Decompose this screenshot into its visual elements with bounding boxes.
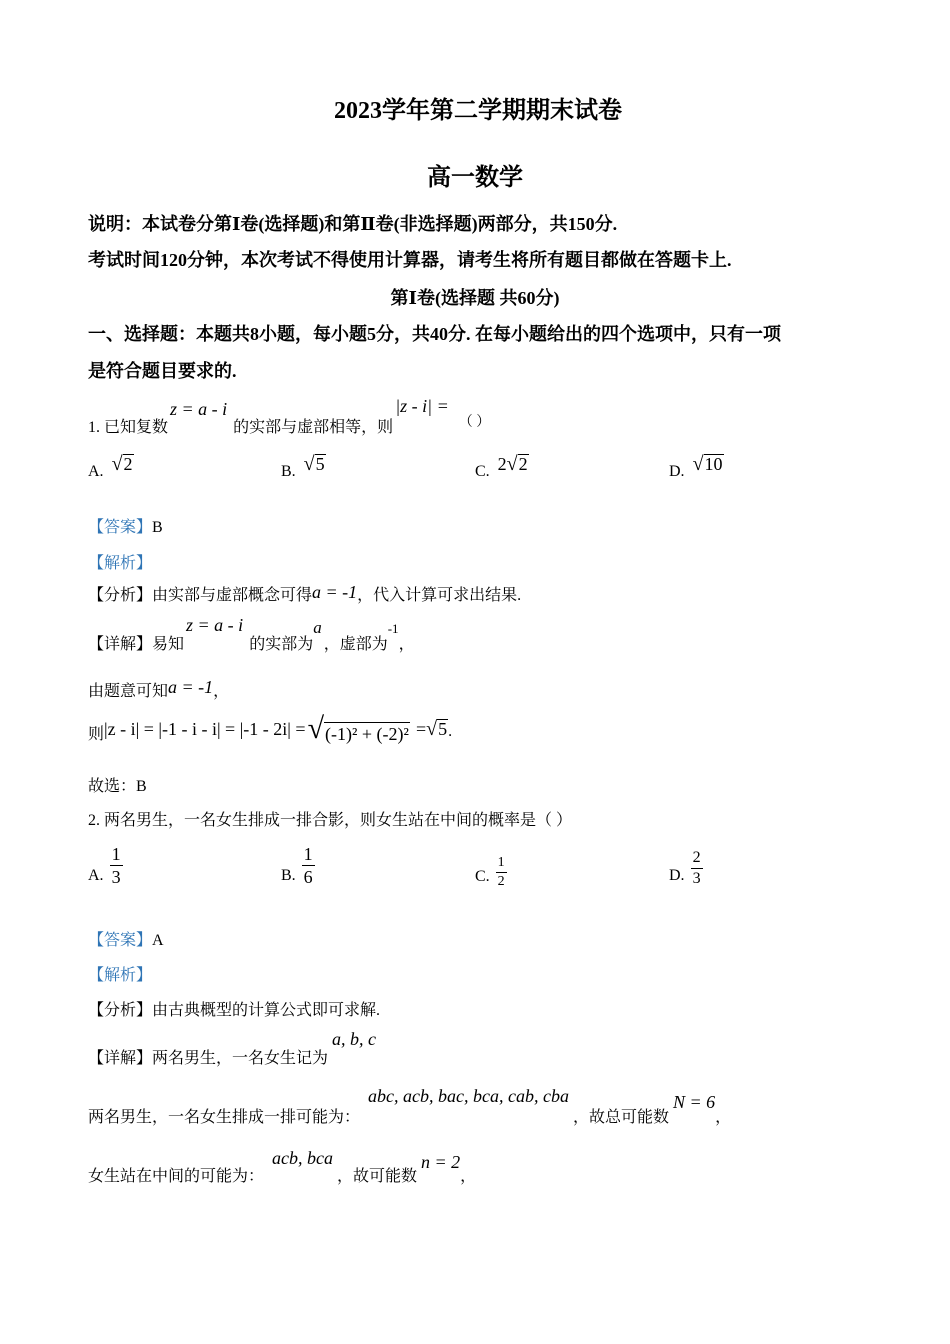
q2-option-a[interactable] [88,842,123,888]
q2-option-d-label: D. [669,867,685,884]
q1-option-a-radicand: 2 [123,454,133,475]
q2-line3-expr: acb, bca [272,1148,333,1168]
q1-paren: （ ） [458,415,491,430]
q1-option-d-label: D. [669,463,685,480]
q1-detail-text1: 易知 [152,636,185,653]
q2-detail [88,1029,376,1068]
q1-calc-radicand: (-1)² + (-2)² [325,724,409,745]
q1-answer [88,514,163,537]
q1-expr: z = a - i [170,399,228,419]
q2-option-c[interactable] [475,854,507,890]
q2-stem: 2. 两名男生，一名女生排成一排合影，则女生站在中间的概率是（ ） [88,812,573,829]
q2-fenxi [88,997,380,1020]
q1-answer-value: B [152,519,163,536]
q2-line3 [88,1148,476,1186]
q1-option-b-value: √ 5 [303,453,325,475]
q1-calc-sqrt: √ (-1)² + (-2)² [307,712,409,745]
q1-option-a[interactable] [88,454,134,481]
q2-line2-N: N = 6 [672,1092,716,1112]
q1-fenxi-tag: 【分析】 [88,587,153,604]
section-1-line-2: 是符合题目要求的. [88,361,237,381]
q1-option-c-value: √ 2 [506,453,528,475]
q1-detail-imag: -1 [387,621,399,636]
q1-option-c-label: C. [475,463,490,480]
q1-option-b-label: B. [281,463,296,480]
q1-calc-result: √ 5 [426,718,448,740]
q1-calc-end: . [448,723,453,740]
q1-choose: 故选：B [88,778,147,795]
q2-answer-value: A [152,932,164,949]
q2-line2-expr: abc, acb, bac, bca, cab, cba [368,1086,569,1106]
q2-line3-text2: ，故可能数 [337,1168,418,1185]
q1-answer-tag: 【答案】 [88,519,153,536]
q1-option-c[interactable] [475,454,529,481]
q2-option-b-num: 1 [303,843,313,864]
q1-option-b-radicand: 5 [315,454,325,475]
page-title: 2023学年第二学期期末试卷 [334,98,622,124]
q1-option-a-value: √ 2 [111,453,133,475]
q2-option-a-label: A. [88,867,104,884]
q1-cond-end: ， [213,683,230,700]
q2-option-a-den: 3 [111,866,121,887]
q1-calc-prefix: 则 [88,725,105,743]
q2-detail-expr: a, b, c [332,1029,377,1049]
q2-option-a-frac [110,845,123,886]
q2-line3-end: ， [460,1168,477,1185]
q2-line2 [88,1086,731,1127]
q1-modulus: |z - i| = [395,396,449,416]
q1-calc-eq: = [415,718,427,739]
q1-detail-text4: ， [398,636,415,653]
q1-prefix: 1. 已知复数 [88,419,169,436]
q2-answer [88,927,164,950]
q2-option-b-label: B. [281,867,296,884]
q2-option-d-den: 3 [692,869,701,887]
q2-line3-n: n = 2 [421,1152,461,1172]
q2-option-b-frac [302,845,315,886]
q2-option-c-den: 2 [497,873,505,889]
q2-detail-text: 两名男生，一名女生记为 [152,1050,329,1067]
section-1-line-1: 一、选择题：本题共8小题，每小题5分，共40分. 在每小题给出的四个选项中，只有一项 [88,324,781,344]
q1-fenxi-expr: a = -1 [312,582,358,602]
q1-detail [88,615,415,654]
q1-option-d-radicand: 10 [704,454,723,475]
q2-line3-text: 女生站在中间的可能为： [88,1168,265,1185]
q2-answer-tag: 【答案】 [88,932,153,949]
q2-fenxi-tag: 【分析】 [88,1002,153,1019]
q2-option-c-label: C. [475,868,490,885]
q1-calc-result-radicand: 5 [438,719,448,740]
q1-stem [88,396,491,437]
q1-middle: 的实部与虚部相等，则 [233,419,394,436]
q2-option-a-num: 1 [111,843,121,864]
intro-line-2: 考试时间120分钟，本次考试不得使用计算器，请考生将所有题目都做在答题卡上. [88,250,732,270]
q1-cond-text: 由题意可知 [88,683,169,700]
q1-option-a-label: A. [88,463,104,480]
q1-analysis-tag: 【解析】 [88,555,153,572]
q2-line2-end: ， [715,1109,732,1126]
q1-option-c-radicand: 2 [518,454,528,475]
q2-option-d[interactable] [669,848,703,888]
q1-condition [88,677,229,701]
q1-detail-text2: 的实部为 [249,636,314,653]
q1-detail-a: a [313,618,322,637]
q2-option-b-den: 6 [303,866,313,887]
q1-option-d[interactable] [669,454,724,481]
q2-option-b[interactable] [281,842,315,888]
q1-fenxi [88,582,521,605]
q1-detail-tag: 【详解】 [88,636,153,653]
q1-fenxi-text1: 由实部与虚部概念可得 [152,587,313,604]
q1-cond-expr: a = -1 [168,677,214,697]
q2-line2-text: 两名男生，一名女生排成一排可能为： [88,1109,361,1126]
q2-line2-text2: ，故总可能数 [572,1109,669,1126]
q1-option-d-value: √ 10 [692,453,723,475]
q2-detail-tag: 【详解】 [88,1050,153,1067]
part-1-heading: 第Ⅰ卷(选择题 共60分) [390,288,560,308]
q2-analysis-tag: 【解析】 [88,967,153,984]
intro-line-1: 说明：本试卷分第Ⅰ卷(选择题)和第Ⅱ卷(非选择题)两部分，共150分. [88,214,618,234]
q2-option-c-num: 1 [496,856,507,873]
q1-option-c-coef: 2 [497,454,507,474]
q1-detail-expr: z = a - i [186,615,244,635]
q1-fenxi-text2: ，代入计算可求出结果. [357,587,522,604]
q2-option-d-num: 2 [691,850,703,869]
q2-option-d-frac [691,850,703,887]
q1-calc-expr: |z - i| = |-1 - i - i| = |-1 - 2i| = [104,718,306,739]
q2-fenxi-text: 由古典概型的计算公式即可求解. [152,1002,381,1019]
q1-calc [88,712,452,746]
subject-title: 高一数学 [427,165,523,191]
q1-detail-text3: ，虚部为 [323,636,388,653]
q1-option-b[interactable] [281,454,326,481]
q2-option-c-frac [496,856,507,889]
